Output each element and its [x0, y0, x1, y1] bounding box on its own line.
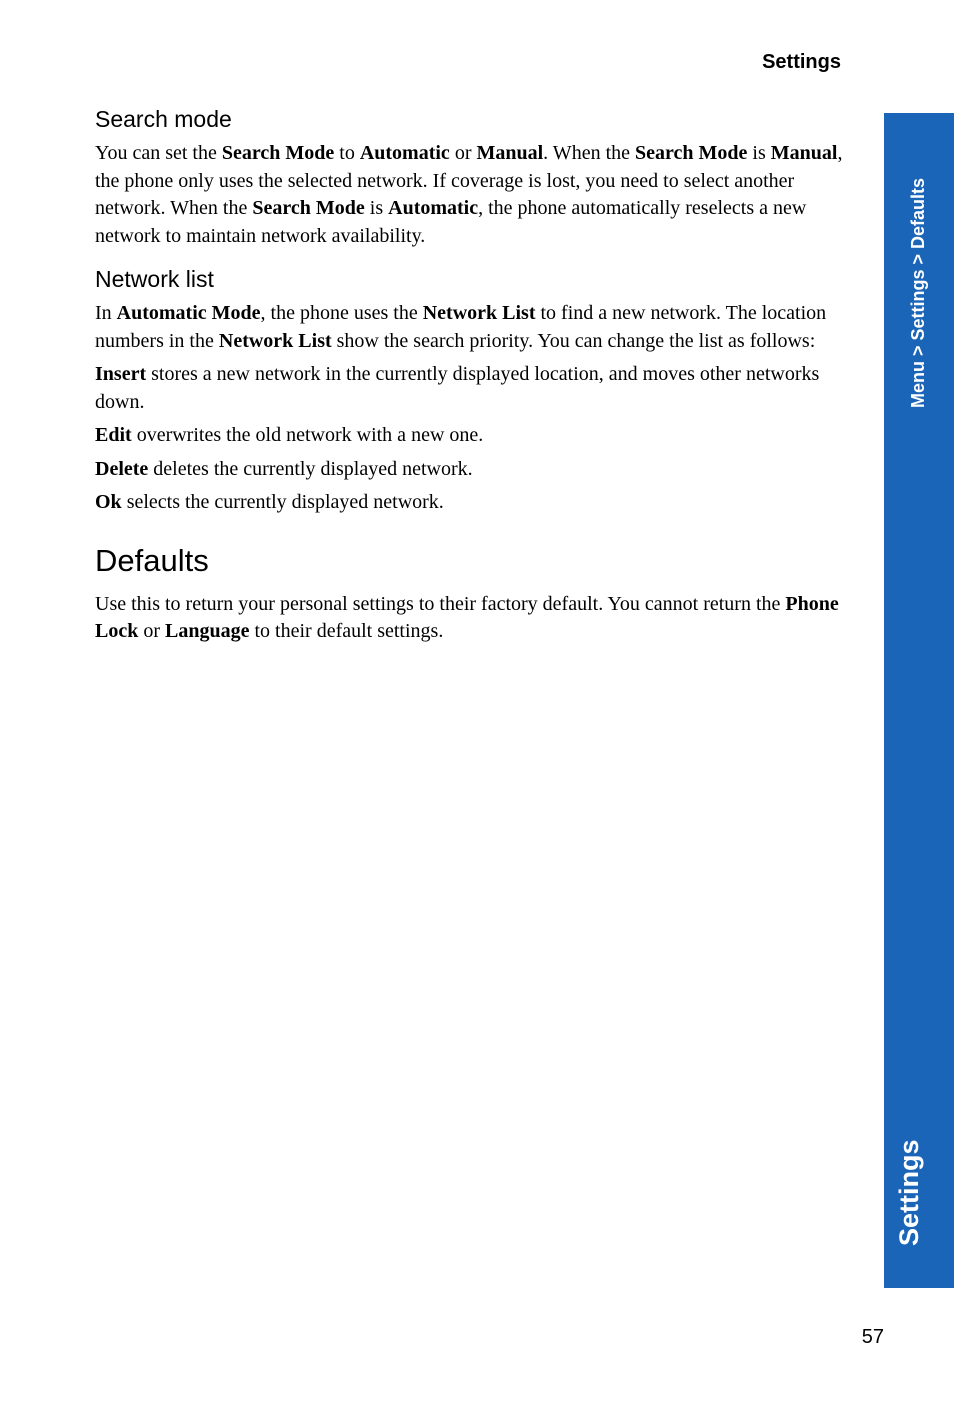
bold-term: Search Mode [252, 197, 365, 219]
network-list-item-ok [95, 489, 843, 517]
bold-term: Search Mode [635, 142, 748, 164]
bold-term: Delete [95, 457, 149, 480]
text-run: , the phone automatically reselects a new network to maintain network availability. [95, 197, 807, 247]
bold-term: Automatic Mode [116, 302, 261, 324]
text-run: selects the currently displayed network. [121, 491, 444, 513]
bold-term: Network List [218, 329, 332, 352]
network-list-intro [95, 300, 843, 355]
text-run: . When the [543, 142, 635, 164]
bold-term: Manual [476, 142, 544, 164]
bold-term: Phone Lock [95, 592, 839, 642]
bold-term: Automatic [359, 142, 450, 164]
heading-defaults: Defaults [95, 542, 209, 578]
bold-term: Insert [95, 363, 147, 385]
text-run: to find a new network. The location numbers in the [95, 302, 827, 352]
bold-term: Search Mode [221, 142, 335, 164]
text-run: deletes the currently displayed network. [148, 457, 473, 480]
network-list-item-edit [95, 422, 843, 450]
text-run: or [449, 142, 477, 164]
heading-search-mode: Search mode [95, 106, 232, 132]
text-run: or [138, 620, 166, 642]
text-run: is [747, 142, 771, 164]
text-run: , the phone only uses the selected network. If coverage is lost, you need to select another network. When the [95, 142, 843, 219]
network-list-item-delete [95, 456, 843, 484]
network-list-item-insert [95, 361, 843, 416]
page-content [95, 104, 843, 652]
search-mode-paragraph [95, 140, 843, 250]
text-run: , the phone uses the [260, 302, 423, 324]
text-run: to their default settings. [249, 620, 444, 642]
text-run: stores a new network in the currently displayed location, and moves other networks down. [95, 363, 820, 413]
bold-term: Language [165, 620, 250, 642]
bold-term: Network List [422, 302, 536, 324]
bold-term: Ok [95, 491, 122, 513]
text-run: Use this to return your personal settings to their factory default. You cannot return the [95, 592, 786, 615]
side-tab-breadcrumb: Menu > Settings > Defaults [908, 177, 928, 408]
text-run: You can set the [95, 142, 222, 164]
text-run: is [364, 197, 389, 219]
page-number: 57 [861, 1326, 884, 1348]
text-run: show the search priority. You can change the list as follows: [331, 329, 816, 352]
text-run: In [95, 302, 117, 324]
bold-term: Edit [95, 424, 132, 446]
text-run: overwrites the old network with a new one. [131, 424, 484, 446]
defaults-paragraph [95, 591, 843, 646]
text-run: to [334, 142, 360, 164]
heading-network-list: Network list [95, 266, 214, 292]
bold-term: Automatic [388, 197, 479, 219]
bold-term: Manual [770, 142, 838, 164]
side-tab-section-title: Settings [894, 1139, 924, 1246]
running-header-title: Settings [762, 51, 841, 73]
